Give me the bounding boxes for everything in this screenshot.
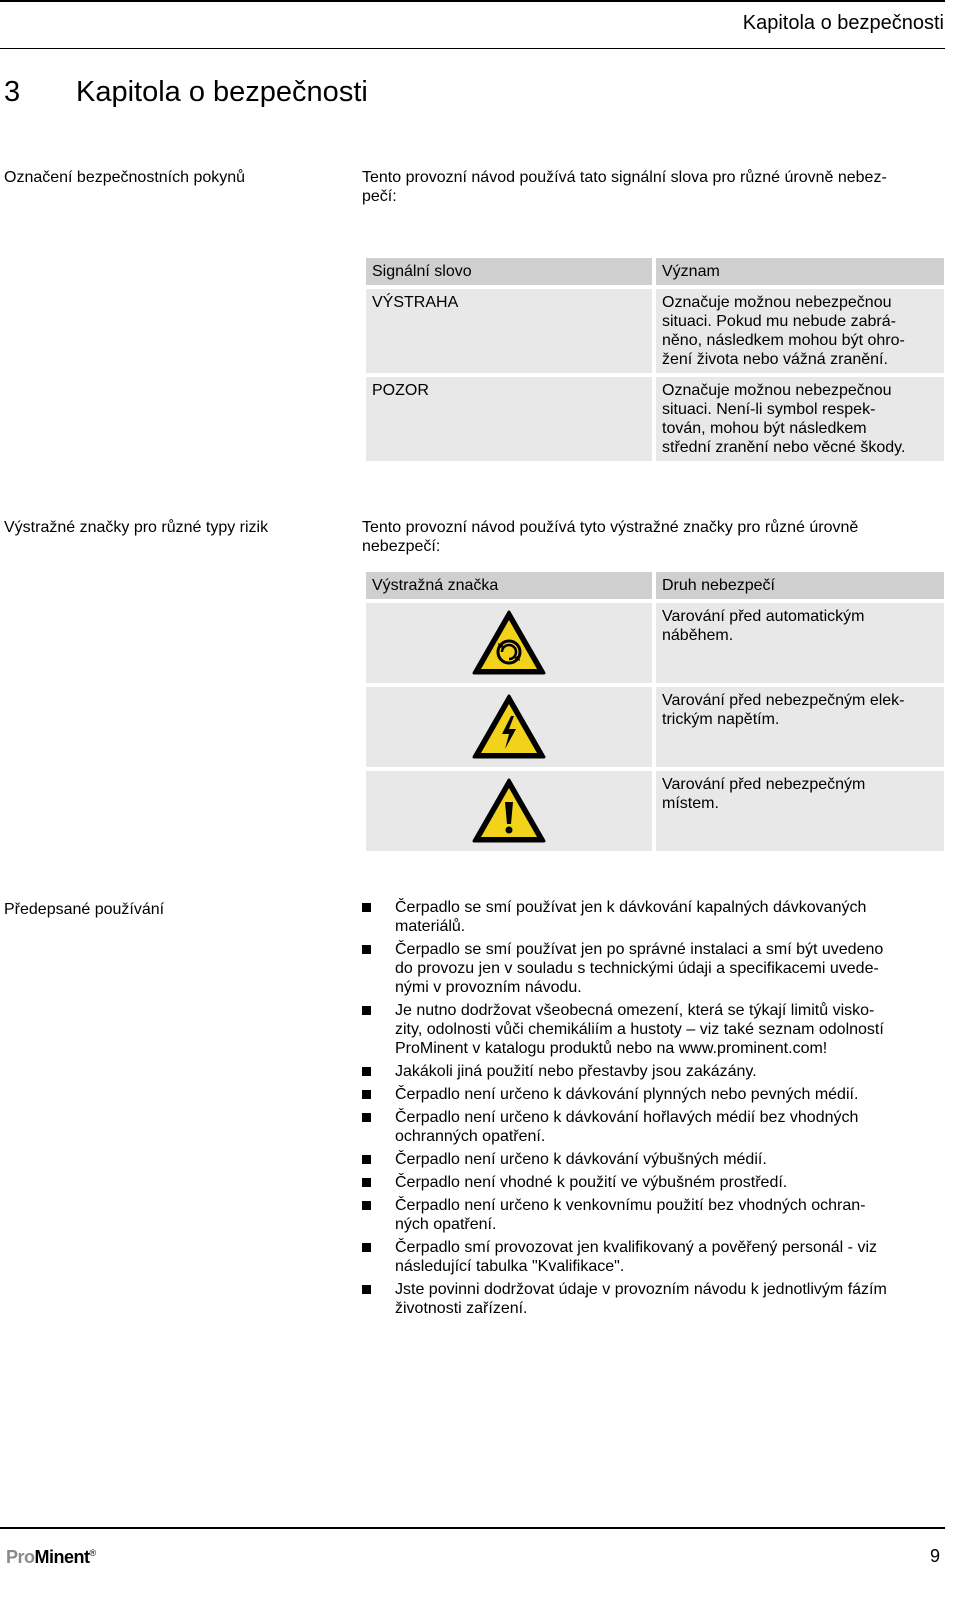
table-row <box>366 771 944 851</box>
intended-use-list <box>362 898 942 1322</box>
hazard-cell: Varování před nebezpečným místem. <box>656 771 944 851</box>
signal-word-cell: POZOR <box>366 377 652 461</box>
logo-registered: ® <box>89 1548 96 1558</box>
list-item-text: Čerpadlo není určeno k dávkování plynných nebo pevných médií. <box>395 1086 859 1103</box>
list-item-text: Čerpadlo není určeno k dávkování výbušných médií. <box>395 1151 767 1168</box>
warning-signs-section-intro: Tento provozní návod používá tyto výstražné značky pro různé úrovně nebezpečí: <box>362 519 859 555</box>
table-header-row <box>366 572 944 599</box>
warning-signs-section-label: Výstražné značky pro různé typy rizik <box>4 519 269 536</box>
table-header-row <box>366 258 944 285</box>
running-title: Kapitola o bezpečnosti <box>742 12 944 34</box>
list-item <box>362 898 942 936</box>
list-item <box>362 1108 942 1146</box>
bullet-square-icon <box>362 903 371 912</box>
bullet-square-icon <box>362 1090 371 1099</box>
automatic-start-warning-icon <box>472 610 546 676</box>
list-item-text: Jakákoli jiná použití nebo přestavby jsou zakázány. <box>395 1063 757 1080</box>
table-row <box>366 377 944 461</box>
list-item <box>362 1085 942 1104</box>
warning-signs-table <box>362 568 948 855</box>
table-header-sign: Výstražná značka <box>366 572 652 599</box>
list-item-text: Čerpadlo smí provozovat jen kvalifikovaný a pověřený personál - viz následující tabulka "Kvalifikace". <box>395 1239 878 1275</box>
footer-rule <box>0 1527 945 1529</box>
table-header-hazard: Druh nebezpečí <box>656 572 944 599</box>
header-rule <box>0 0 945 2</box>
list-item-text: Čerpadlo není určeno k dávkování hořlavých médií bez vhodných ochranných opatření. <box>395 1109 859 1145</box>
logo-minent: Minent <box>34 1547 90 1567</box>
bullet-square-icon <box>362 1201 371 1210</box>
chapter-title: Kapitola o bezpečnosti <box>76 76 368 108</box>
signal-section-label: Označení bezpečnostních pokynů <box>4 169 246 186</box>
signal-word-cell: VÝSTRAHA <box>366 289 652 373</box>
sign-cell <box>366 771 652 851</box>
bullet-square-icon <box>362 1243 371 1252</box>
list-item-text: Jste povinni dodržovat údaje v provozním návodu k jednotlivým fázím životnosti zařízení. <box>395 1281 887 1317</box>
list-item <box>362 1150 942 1169</box>
header-rule-bottom <box>0 48 945 49</box>
list-item-text: Čerpadlo není určeno k venkovnímu použití bez vhodných ochran- ných opatření. <box>395 1197 866 1233</box>
list-item <box>362 1001 942 1058</box>
page-number: 9 <box>929 1546 940 1566</box>
signal-meaning-cell: Označuje možnou nebezpečnou situaci. Není-li symbol respek- tován, mohou být následkem střední zranění nebo věcné škody. <box>656 377 944 461</box>
list-item-text: Čerpadlo se smí používat jen po správné instalaci a smí být uvedeno do provozu jen v souladu s technickými údaji a specifikacemi uvede- nými v provozním návodu. <box>395 941 884 996</box>
list-item-text: Je nutno dodržovat všeobecná omezení, která se týkají limitů visko- zity, odolnosti vůči chemikáliím a hustoty – viz také seznam odolností ProMinent v katalogu produktů nebo na www.prominent.com! <box>395 1002 884 1057</box>
bullet-square-icon <box>362 1178 371 1187</box>
list-item <box>362 1196 942 1234</box>
table-header-signal-word: Signální slovo <box>366 258 652 285</box>
prominent-logo <box>6 1547 96 1568</box>
chapter-heading <box>4 76 368 109</box>
bullet-square-icon <box>362 1155 371 1164</box>
sign-cell <box>366 603 652 683</box>
bullet-square-icon <box>362 1006 371 1015</box>
signal-section-intro: Tento provozní návod používá tato signální slova pro různé úrovně nebez- pečí: <box>362 169 887 205</box>
list-item <box>362 940 942 997</box>
intended-use-section-label: Předepsané používání <box>4 901 165 918</box>
list-item-text: Čerpadlo se smí používat jen k dávkování kapalných dávkovaných materiálů. <box>395 899 867 935</box>
list-item <box>362 1238 942 1276</box>
hazard-cell: Varování před nebezpečným elek- trickým napětím. <box>656 687 944 767</box>
list-item <box>362 1173 942 1192</box>
logo-pro: Pro <box>6 1547 35 1567</box>
bullet-square-icon <box>362 1113 371 1122</box>
bullet-square-icon <box>362 1285 371 1294</box>
list-item <box>362 1062 942 1081</box>
list-item-text: Čerpadlo není vhodné k použití ve výbušném prostředí. <box>395 1174 788 1191</box>
table-row <box>366 289 944 373</box>
table-header-meaning: Význam <box>656 258 944 285</box>
hazard-cell: Varování před automatickým náběhem. <box>656 603 944 683</box>
signal-words-table <box>362 254 948 465</box>
general-danger-warning-icon <box>472 778 546 844</box>
signal-meaning-cell: Označuje možnou nebezpečnou situaci. Pokud mu nebude zabrá- něno, následkem mohou být ohro- žení života nebo vážná zranění. <box>656 289 944 373</box>
sign-cell <box>366 687 652 767</box>
bullet-square-icon <box>362 945 371 954</box>
list-item <box>362 1280 942 1318</box>
chapter-number: 3 <box>4 76 21 108</box>
electric-voltage-warning-icon <box>472 694 546 760</box>
table-row <box>366 603 944 683</box>
table-row <box>366 687 944 767</box>
bullet-square-icon <box>362 1067 371 1076</box>
